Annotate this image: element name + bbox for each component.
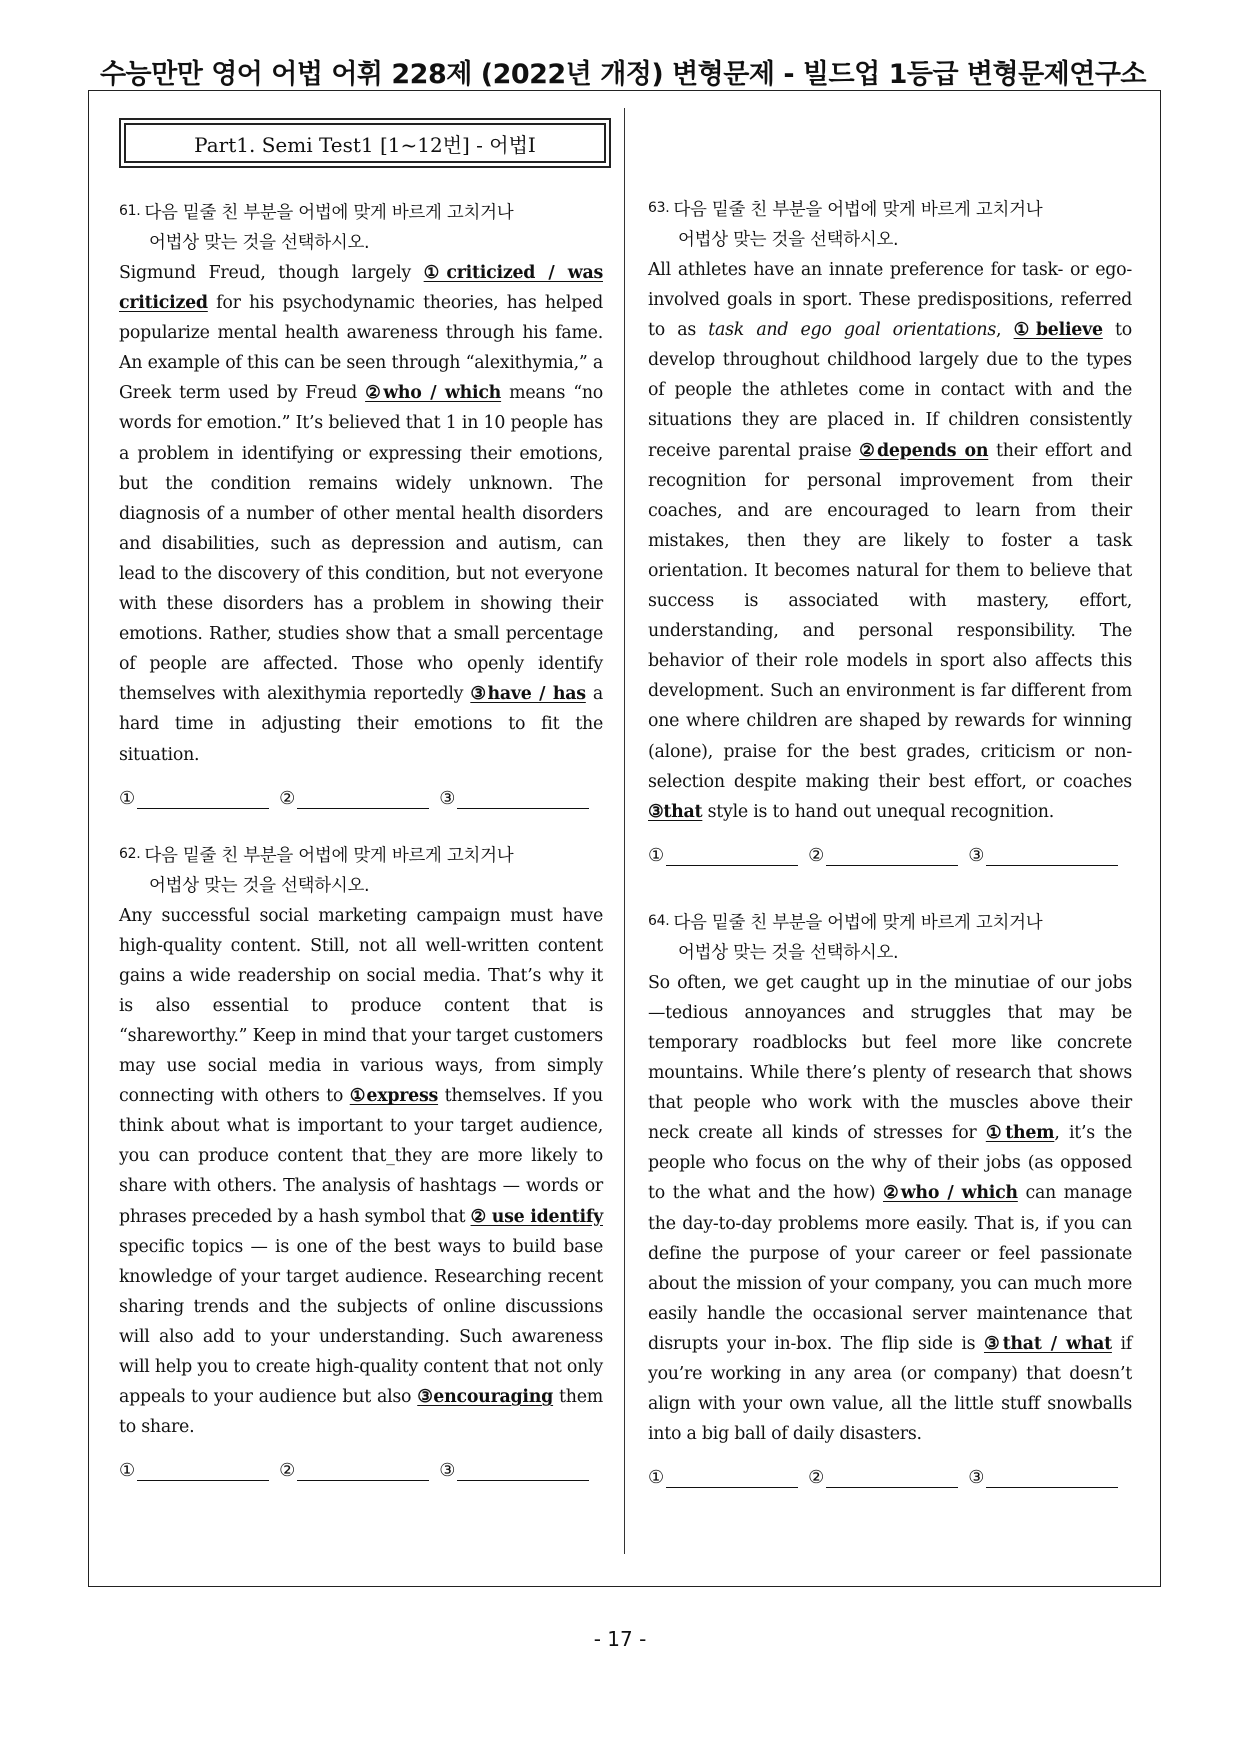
part-title-box: [119, 118, 611, 168]
question-passage: Sigmund Freud, though largely ①criticized / was criticized for his psychodynamic theories, has helped popularize mental health awareness through his fame. An example of this can be seen through “alexithymia,” a Greek term used by Freud ②who / which means “no words for emotion.” It’s believed that 1 in 10 people has a problem in identifying or expressing their emotions, but the condition remains widely unknown. The diagnosis of a number of other mental health disorders and disabilities, such as depression and autism, can lead to the discovery of this condition, but not everyone with these disorders has a problem in showing their emotions. Rather, studies show that a small percentage of people are affected. Those who openly identify themselves with alexithymia reportedly ③have / has a hard time in adjusting their emotions to fit the situation.: [119, 263, 604, 765]
left-column: [119, 196, 603, 1511]
question-passage: All athletes have an innate preference for task- or ego-involved goals in sport. These predispositions, referred to as task and ego goal orientations, ①believe to develop throughout childhood largely due to the types of people the athletes come in contact with and the situations they are placed in. If children consistently receive parental praise ②depends on their effort and recognition for personal improvement from their coaches, and are encouraged to learn from their mistakes, then they are likely to foster a task orientation. It becomes natural for them to believe that success is associated with mastery, effort, understanding, and personal responsibility. The behavior of their role models in sport also affects this development. Such an environment is far different from one where children are shaped by rewards for winning (alone), praise for the best grades, criticism or non-selection despite making their best effort, or coaches ③that style is to hand out unequal recognition.: [648, 260, 1133, 822]
question-61: [119, 196, 603, 809]
grammar-choice-2: ②who / which: [883, 1183, 1018, 1204]
grammar-choice-2: ② use identify: [470, 1206, 603, 1227]
question-passage: So often, we get caught up in the minutiae of our jobs —tedious annoyances and struggles that may be temporary roadblocks but feel more like concrete mountains. While there’s plenty of research that shows that people who work with the muscles above their neck create all kinds of stresses for ①them, it’s the people who focus on the why of their jobs (as opposed to the what and the how) ②who / which can manage the day-to-day problems more easily. That is, if you can define the purpose of your career or feel passionate about the mission of your company, you can much more easily handle the occasional server maintenance that disrupts your in-box. The flip side is ③that / what if you’re working in any area (or company) that doesn’t align with your own value, all the little stuff snowballs into a big ball of daily disasters.: [648, 972, 1133, 1445]
grammar-choice-3: ③have / has: [470, 684, 586, 705]
question-number: 61.: [119, 203, 141, 219]
question-62: [119, 839, 603, 1482]
grammar-choice-1: ①express: [349, 1086, 439, 1107]
answer-blanks: [119, 788, 603, 809]
question-63: [648, 193, 1132, 866]
answer-blank-2[interactable]: ②: [808, 845, 958, 866]
question-instruction: 61. 다음 밑줄 친 부분을 어법에 맞게 바르게 고치거나 어법상 맞는 것을 선택하시오.: [119, 203, 514, 253]
answer-blank-3[interactable]: ③: [968, 845, 1118, 866]
question-number: 62.: [119, 845, 141, 862]
page-header-title: 수능만만 영어 어법 어휘 228제 (2022년 개정) 변형문제 - 빌드업 1등급 변형문제연구소: [99, 59, 1147, 90]
grammar-choice-2: ②who / which: [365, 383, 502, 404]
grammar-choice-1: ①them: [985, 1123, 1055, 1144]
grammar-choice-3: ③that: [648, 801, 703, 822]
grammar-choice-3: ③that / what: [983, 1333, 1112, 1354]
page-number: - 17 -: [593, 1627, 647, 1651]
question-number: 63.: [648, 200, 670, 216]
answer-blank-3[interactable]: ③: [439, 788, 589, 809]
grammar-choice-1: ①criticized / was criticized: [119, 263, 603, 314]
part-title: Part1. Semi Test1 [1~12번] - 어법Ⅰ: [124, 123, 606, 163]
question-instruction: 62. 다음 밑줄 친 부분을 어법에 맞게 바르게 고치거나 어법상 맞는 것을 선택하시오.: [119, 845, 514, 896]
column-divider: [624, 108, 625, 1554]
grammar-choice-2: ②depends on: [859, 440, 989, 461]
answer-blank-1[interactable]: ①: [648, 1467, 798, 1488]
answer-blank-1[interactable]: ①: [648, 845, 798, 866]
answer-blank-3[interactable]: ③: [439, 1460, 589, 1481]
answer-blank-2[interactable]: ②: [279, 1460, 429, 1481]
answer-blanks: [119, 1460, 603, 1481]
right-column: [648, 193, 1132, 1518]
answer-blank-2[interactable]: ②: [279, 788, 429, 809]
answer-blank-1[interactable]: ①: [119, 788, 269, 809]
answer-blank-3[interactable]: ③: [968, 1467, 1118, 1488]
question-instruction: 63. 다음 밑줄 친 부분을 어법에 맞게 바르게 고치거나 어법상 맞는 것을 선택하시오.: [648, 200, 1043, 250]
grammar-choice-3: ③encouraging: [417, 1387, 554, 1408]
answer-blank-2[interactable]: ②: [808, 1467, 958, 1488]
question-number: 64.: [648, 912, 670, 929]
question-64: [648, 906, 1132, 1489]
answer-blanks: [648, 1467, 1132, 1488]
question-instruction: 64. 다음 밑줄 친 부분을 어법에 맞게 바르게 고치거나 어법상 맞는 것을 선택하시오.: [648, 912, 1043, 963]
answer-blanks: [648, 845, 1132, 866]
answer-blank-1[interactable]: ①: [119, 1460, 269, 1481]
grammar-choice-1: ①believe: [1013, 320, 1103, 341]
question-passage: Any successful social marketing campaign must have high-quality content. Still, not all well-written content gains a wide readership on social media. That’s why it is also essential to produce content that is “shareworthy.” Keep in mind that your target customers may use social media in various ways, from simply connecting with others to ①express themselves. If you think about what is important to your target audience, you can produce content that_they are more likely to share with others. The analysis of hashtags — words or phrases preceded by a hash symbol that ② use identify specific topics — is one of the best ways to build base knowledge of your target audience. Researching recent sharing trends and the subjects of online discussions will also add to your understanding. Such awareness will help you to create high-quality content that not only appeals to your audience but also ③encouraging them to share.: [119, 905, 604, 1438]
